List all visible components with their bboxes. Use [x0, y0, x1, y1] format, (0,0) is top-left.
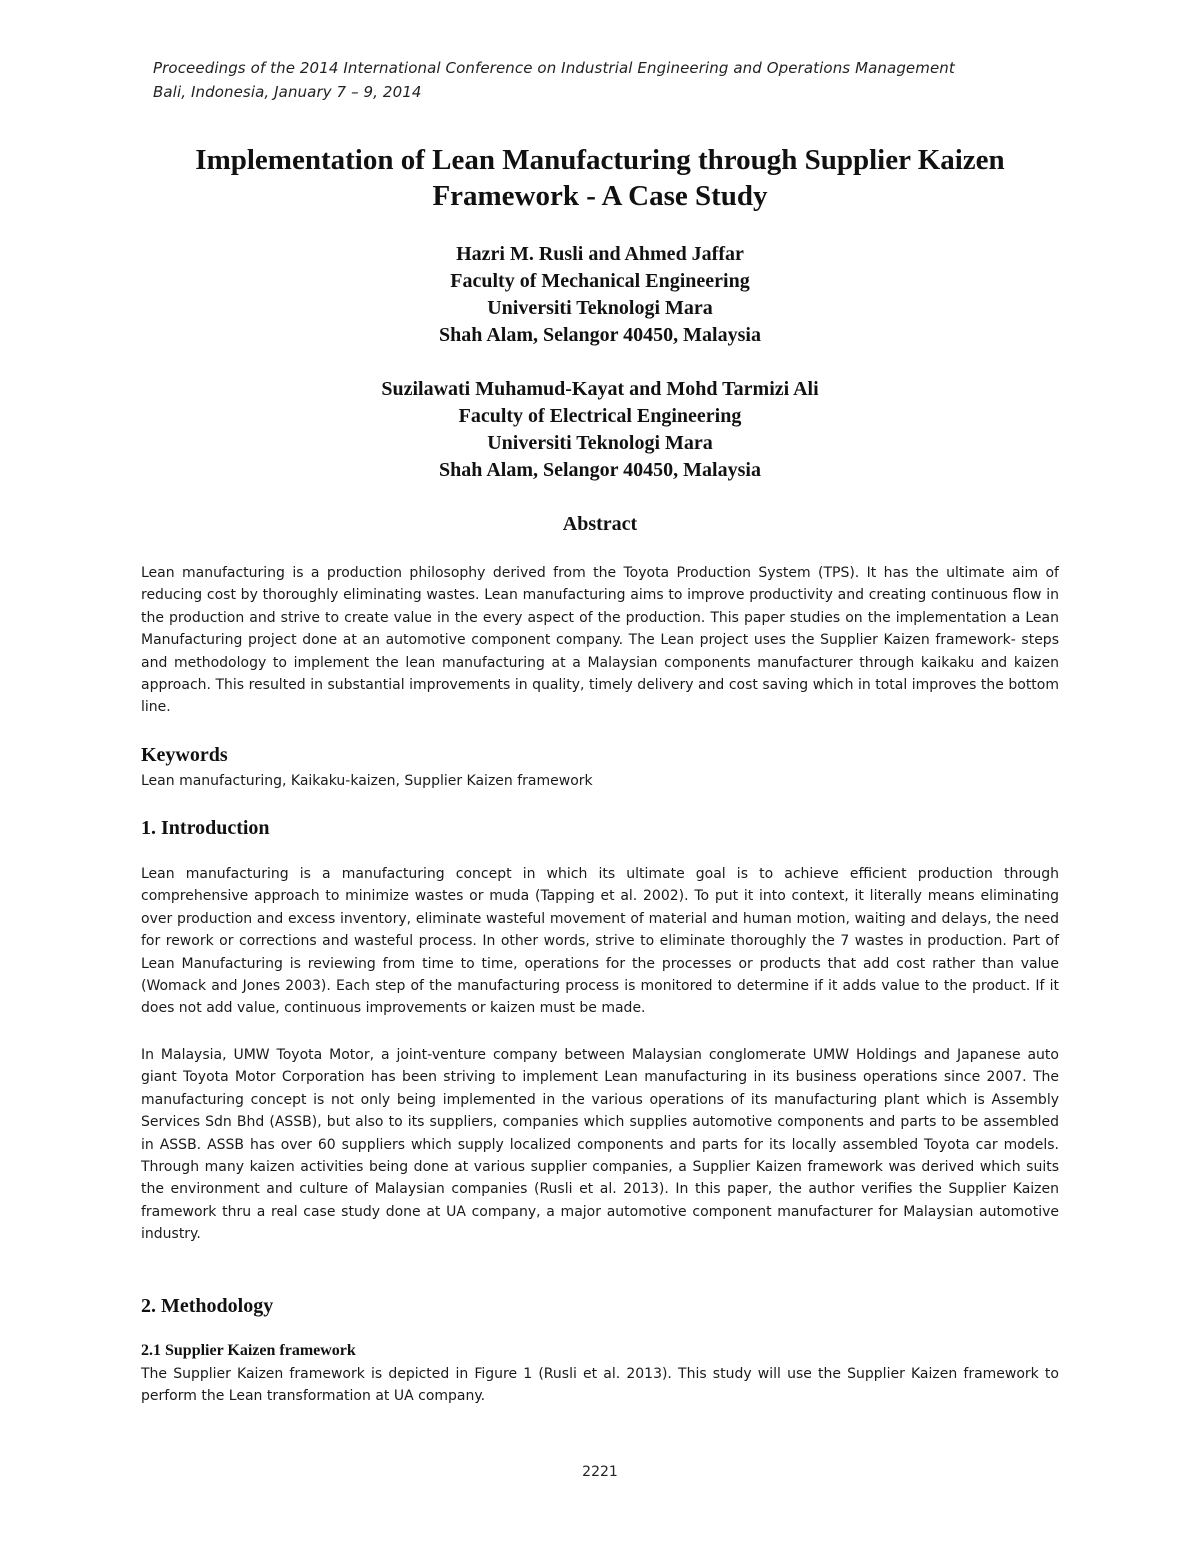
supplier-kaizen-subheading: 2.1 Supplier Kaizen framework — [141, 1342, 356, 1359]
paper-title — [120, 142, 1080, 214]
abstract-heading: Abstract — [562, 513, 638, 535]
keywords-heading: Keywords — [141, 744, 228, 766]
author-names: Hazri M. Rusli and Ahmed Jaffar — [456, 243, 744, 265]
keywords-text: Lean manufacturing, Kaikaku-kaizen, Supplier Kaizen framework — [141, 773, 593, 789]
introduction-heading: 1. Introduction — [141, 817, 270, 839]
conference-location-date: Bali, Indonesia, January 7 – 9, 2014 — [153, 83, 422, 101]
author-university: Universiti Teknologi Mara — [487, 432, 713, 454]
author-faculty: Faculty of Electrical Engineering — [458, 405, 742, 427]
introduction-paragraph-2: In Malaysia, UMW Toyota Motor, a joint-venture company between Malaysian conglomerate UMW Holdings and Japanese auto giant Toyota Motor Corporation has been striving to implement Lean manufacturing in its business operations since 2007. The manufacturing concept is not only being implemented in the various operations of its manufacturing plant which is Assembly Services Sdn Bhd (ASSB), but also to its suppliers, companies which supplies automotive components and parts to be assembled in ASSB. ASSB has over 60 suppliers which supply localized components and parts for its locally assembled Toyota car models. Through many kaizen activities being done at various supplier companies, a Supplier Kaizen framework was derived which suits the environment and culture of Malaysian companies (Rusli et al. 2013). In this paper, the author verifies the Supplier Kaizen framework thru a real case study done at UA company, a major automotive component manufacturer for Malaysian automotive industry. — [141, 1047, 1059, 1243]
author-address: Shah Alam, Selangor 40450, Malaysia — [439, 459, 761, 481]
author-names: Suzilawati Muhamud-Kayat and Mohd Tarmizi Ali — [381, 378, 819, 400]
running-header — [153, 56, 1053, 104]
abstract-text: Lean manufacturing is a production philosophy derived from the Toyota Production System (TPS). It has the ultimate aim of reducing cost by thoroughly eliminating wastes. Lean manufacturing aims to improve productivity and creating continuous flow in the production and strive to create value in the every aspect of the production. This paper studies on the implementation a Lean Manufacturing project done at an automotive component company. The Lean project uses the Supplier Kaizen framework- steps and methodology to implement the lean manufacturing at a Malaysian components manufacturer through kaikaku and kaizen approach. This resulted in substantial improvements in quality, timely delivery and cost saving which in total improves the bottom line. — [141, 565, 1059, 716]
methodology-heading: 2. Methodology — [141, 1295, 274, 1317]
conference-name: Proceedings of the 2014 International Conference on Industrial Engineering and Operations Management — [153, 59, 955, 77]
paper-title-line-2: Framework - A Case Study — [432, 180, 768, 212]
author-block-1 — [200, 241, 1000, 349]
author-block-2 — [200, 376, 1000, 484]
page-number: 2221 — [582, 1464, 618, 1480]
paper-title-line-1: Implementation of Lean Manufacturing through Supplier Kaizen — [195, 144, 1005, 176]
methodology-paragraph-1: The Supplier Kaizen framework is depicted in Figure 1 (Rusli et al. 2013). This study will use the Supplier Kaizen framework to perform the Lean transformation at UA company. — [141, 1366, 1059, 1405]
introduction-paragraph-1: Lean manufacturing is a manufacturing concept in which its ultimate goal is to achieve efficient production through comprehensive approach to minimize wastes or muda (Tapping et al. 2002). To put it into context, it literally means eliminating over production and excess inventory, eliminate wasteful movement of material and human motion, waiting and delays, the need for rework or corrections and wasteful process. In other words, strive to eliminate thoroughly the 7 wastes in production. Part of Lean Manufacturing is reviewing from time to time, operations for the processes or products that add cost rather than value (Womack and Jones 2003). Each step of the manufacturing process is monitored to determine if it adds value to the product. If it does not add value, continuous improvements or kaizen must be made. — [141, 866, 1059, 1017]
author-faculty: Faculty of Mechanical Engineering — [450, 270, 750, 292]
author-address: Shah Alam, Selangor 40450, Malaysia — [439, 324, 761, 346]
author-university: Universiti Teknologi Mara — [487, 297, 713, 319]
